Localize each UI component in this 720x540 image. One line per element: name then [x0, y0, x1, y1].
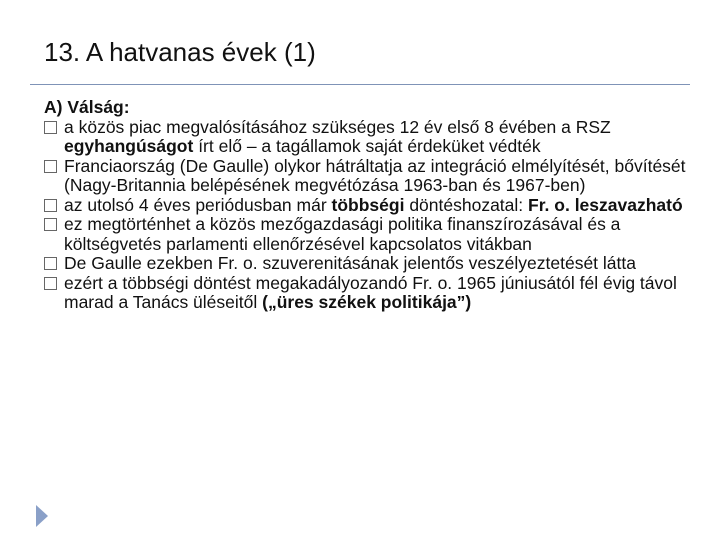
triangle-arrow-shape [36, 505, 48, 527]
slide-content [44, 98, 694, 313]
bullet-item-6 [44, 274, 694, 313]
bullet-square-icon [44, 160, 57, 173]
bullet-item-3 [44, 196, 694, 216]
bullet-square-icon [44, 277, 57, 290]
bullet-6-bold-1: („üres székek politikája”) [262, 292, 472, 312]
section-heading: A) Válság: [44, 97, 130, 117]
bullet-square-icon [44, 199, 57, 212]
bullet-square-icon [44, 218, 57, 231]
bullet-3-bold-1: többségi [331, 194, 405, 215]
bullet-item-2 [44, 157, 694, 196]
bullet-6-text-1: ezért a többségi döntést megakadályozandó Fr. o. 1965 júniusától fél évig távol marad a Tanács üléseitől [64, 272, 677, 312]
bullet-4-text-1: ez megtörténhet a közös mezőgazdasági politika finanszírozásával és a költségvetés parlamenti ellenőrzésével kapcsolatos vitákban [64, 214, 621, 254]
slide-title: 13. A hatvanas évek (1) [44, 37, 316, 67]
bullet-1-text-2: írt elő – a tagállamok saját érdeküket védték [193, 136, 541, 156]
bullet-item-4 [44, 215, 694, 254]
bullet-3-text-2: döntéshozatal: [404, 194, 529, 215]
bullet-2-text-1: Franciaország (De Gaulle) olykor hátráltatja az integráció elmélyítését, bővítését (Nagy-Britannia belépésének megvétózása 1963-ban és 1967-ben) [64, 155, 686, 195]
bullet-3-text-1: az utolsó 4 éves periódusban már [64, 194, 332, 215]
bullet-square-icon [44, 257, 57, 270]
triangle-arrow-icon [35, 504, 49, 528]
bullet-item-5 [44, 254, 694, 274]
bullet-3-bold-2: Fr. o. leszavazható [528, 194, 683, 215]
bullet-1-text-1: a közös piac megvalósításához szükséges 12 év első 8 évében a RSZ [64, 116, 611, 137]
title-divider [30, 84, 690, 85]
bullet-1-bold-1: egyhangúságot [64, 136, 194, 156]
bullet-square-icon [44, 121, 57, 134]
bullet-5-text-1: De Gaulle ezekben Fr. o. szuverenitásának jelentős veszélyeztetését látta [64, 253, 636, 273]
bullet-item-1 [44, 118, 694, 157]
